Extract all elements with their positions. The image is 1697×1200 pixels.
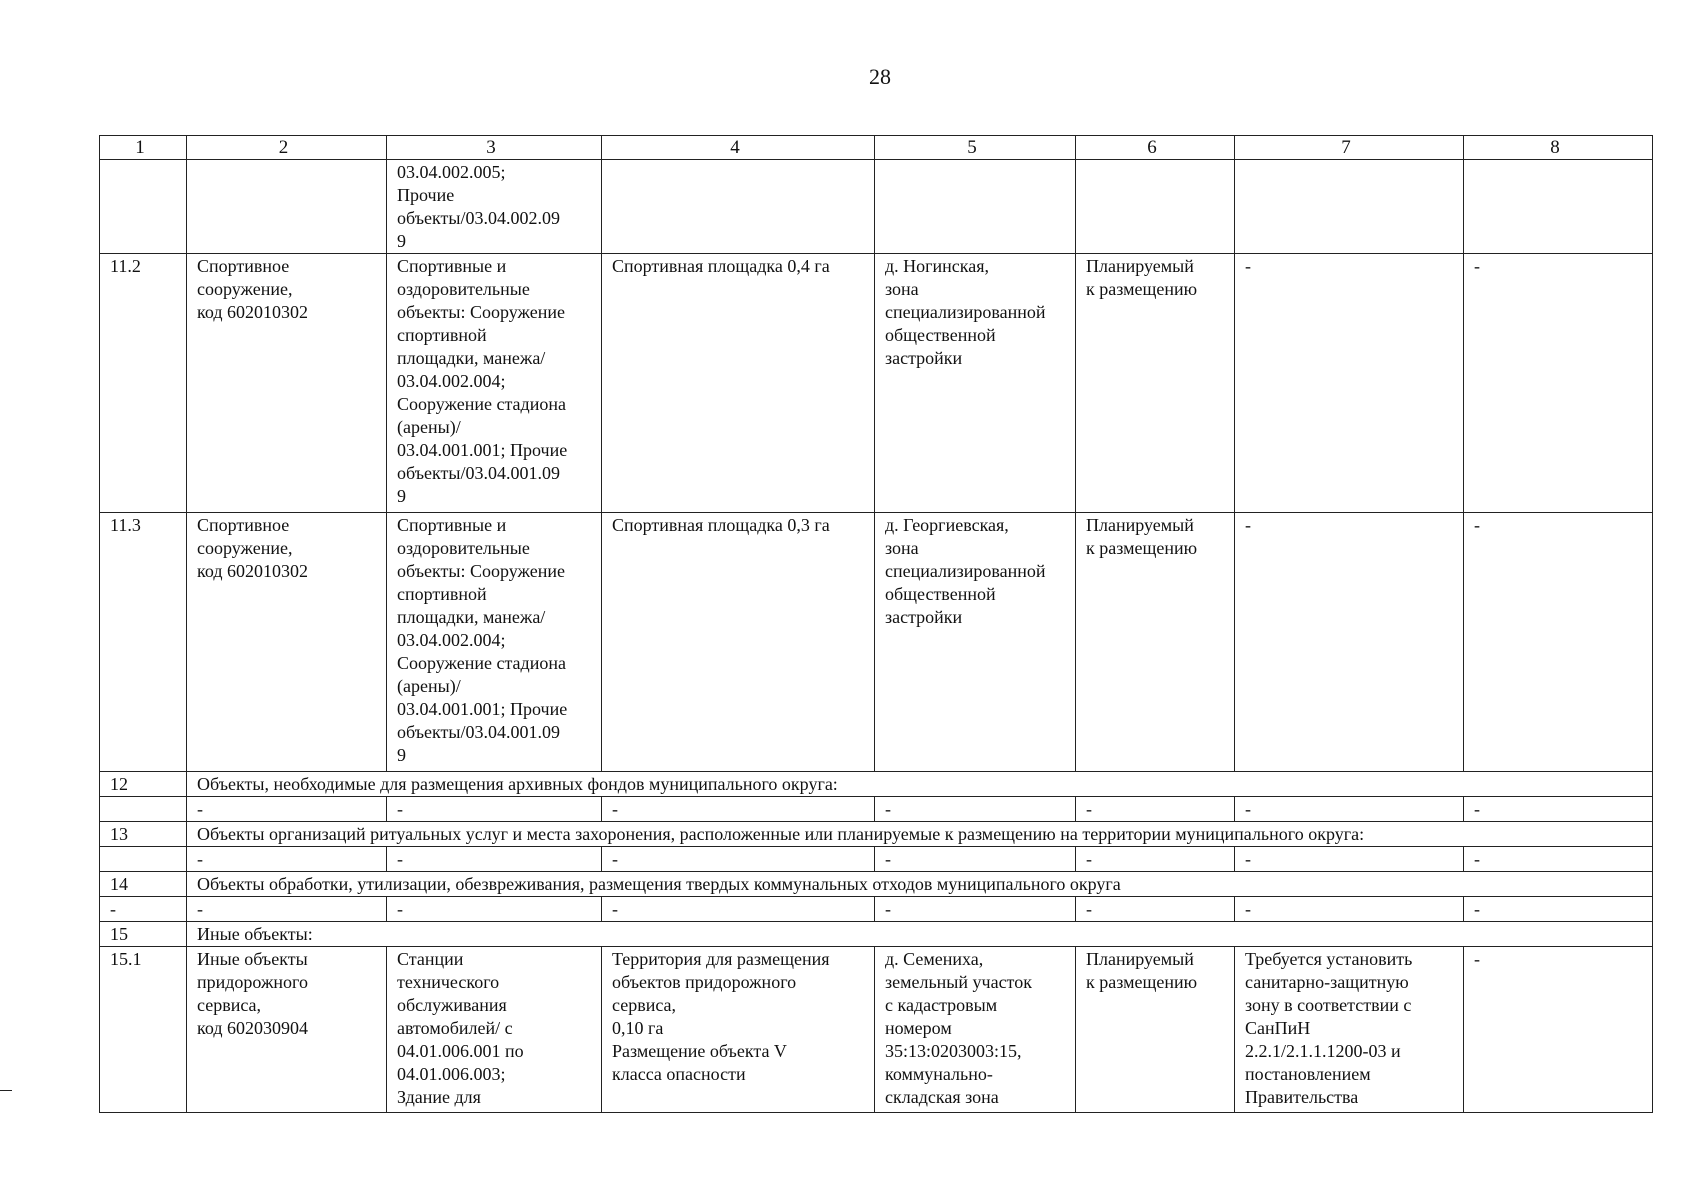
column-header: 8	[1464, 136, 1653, 160]
row-number: 11.2	[100, 254, 187, 513]
empty-row: - - - - - - -	[100, 847, 1653, 872]
row-number: 11.3	[100, 513, 187, 772]
margin-mark	[0, 1090, 12, 1091]
page-number: 28	[869, 64, 891, 89]
cell-status: Планируемый к размещению	[1076, 947, 1235, 1113]
cell-object-type: Иные объекты придорожного сервиса, код 602030904	[187, 947, 387, 1113]
column-header: 2	[187, 136, 387, 160]
table-row-continuation	[100, 160, 1653, 254]
cell-note: -	[1464, 513, 1653, 772]
row-number: 15.1	[100, 947, 187, 1113]
empty-row: - - - - - - - -	[100, 897, 1653, 922]
column-header: 5	[875, 136, 1076, 160]
cell-location: д. Ногинская, зона специализированной общественной застройки	[875, 254, 1076, 513]
cell-object-type: Спортивное сооружение, код 602010302	[187, 513, 387, 772]
objects-table	[99, 135, 1653, 1113]
cell-status: Планируемый к размещению	[1076, 254, 1235, 513]
table-row	[100, 947, 1653, 1113]
cell-zone: -	[1235, 254, 1464, 513]
column-header: 6	[1076, 136, 1235, 160]
cell-codes: Спортивные и оздоровительные объекты: Сооружение спортивной площадки, манежа/ 03.04.002.004; Сооружение стадиона (арены)/ 03.04.001.001; Прочие объекты/03.04.001.09 9	[387, 254, 602, 513]
cell-zone: -	[1235, 513, 1464, 772]
empty-row: - - - - - - -	[100, 797, 1653, 822]
cell-note: -	[1464, 254, 1653, 513]
section-title: Объекты, необходимые для размещения архивных фондов муниципального округа:	[187, 772, 1653, 797]
cell-zone: Требуется установить санитарно-защитную зону в соответствии с СанПиН 2.2.1/2.1.1.1200-03 и постановлением Правительства	[1235, 947, 1464, 1113]
table-row	[100, 254, 1653, 513]
section-row	[100, 872, 1653, 897]
section-title: Иные объекты:	[187, 922, 1653, 947]
cell-codes: Спортивные и оздоровительные объекты: Сооружение спортивной площадки, манежа/ 03.04.002.004; Сооружение стадиона (арены)/ 03.04.001.001; Прочие объекты/03.04.001.09 9	[387, 513, 602, 772]
cell-codes: 03.04.002.005; Прочие объекты/03.04.002.09 9	[387, 160, 602, 254]
column-header: 4	[602, 136, 875, 160]
column-header: 7	[1235, 136, 1464, 160]
column-header: 3	[387, 136, 602, 160]
cell-location: д. Семениха, земельный участок с кадастровым номером 35:13:0203003:15, коммунально- складская зона	[875, 947, 1076, 1113]
cell-characteristics: Спортивная площадка 0,3 га	[602, 513, 875, 772]
cell-status: Планируемый к размещению	[1076, 513, 1235, 772]
cell-location: д. Георгиевская, зона специализированной общественной застройки	[875, 513, 1076, 772]
section-row	[100, 922, 1653, 947]
row-number: 14	[100, 872, 187, 897]
cell-characteristics: Спортивная площадка 0,4 га	[602, 254, 875, 513]
section-title: Объекты обработки, утилизации, обезвреживания, размещения твердых коммунальных отходов муниципального округа	[187, 872, 1653, 897]
cell-note: -	[1464, 947, 1653, 1113]
row-number: 15	[100, 922, 187, 947]
section-title: Объекты организаций ритуальных услуг и места захоронения, расположенные или планируемые к размещению на территории муниципального округа:	[187, 822, 1653, 847]
row-number: 13	[100, 822, 187, 847]
table-row	[100, 513, 1653, 772]
cell-object-type: Спортивное сооружение, код 602010302	[187, 254, 387, 513]
section-row	[100, 772, 1653, 797]
row-number: 12	[100, 772, 187, 797]
section-row	[100, 822, 1653, 847]
cell-characteristics: Территория для размещения объектов придорожного сервиса, 0,10 га Размещение объекта V класса опасности	[602, 947, 875, 1113]
cell-codes: Станции технического обслуживания автомобилей/ с 04.01.006.001 по 04.01.006.003; Здание для	[387, 947, 602, 1113]
table-header-row	[100, 136, 1653, 160]
column-header: 1	[100, 136, 187, 160]
